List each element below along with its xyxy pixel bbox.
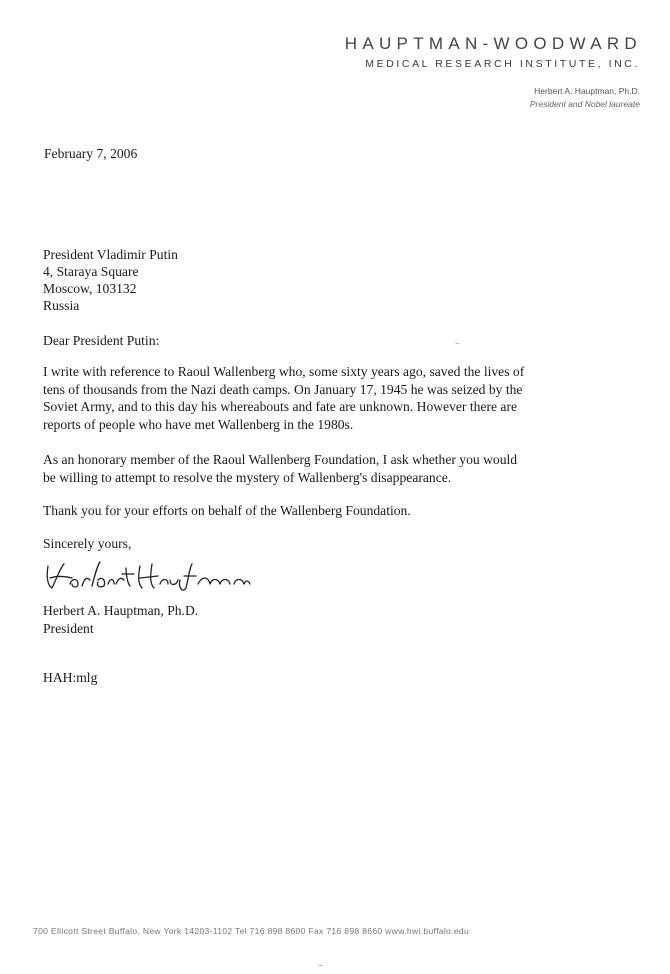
letterhead-president-role: President and Nobel laureate [529, 99, 640, 109]
recipient-address [43, 246, 178, 314]
paragraph-line: be willing to attempt to resolve the mystery of Wallenberg's disappearance. [43, 469, 452, 485]
letterhead-title: HAUPTMAN-WOODWARD [344, 34, 642, 53]
body-paragraph-1 [43, 363, 603, 433]
paragraph-line: reports of people who have met Wallenberg in the 1980s. [43, 416, 354, 432]
letterhead-subtitle: MEDICAL RESEARCH INSTITUTE, INC. [365, 58, 640, 70]
paragraph-line: I write with reference to Raoul Wallenberg who, some sixty years ago, saved the lives of [43, 364, 525, 379]
signer-name: Herbert A. Hauptman, Ph.D. [43, 603, 199, 618]
letter-date: February 7, 2006 [44, 146, 138, 161]
paragraph-line: As an honorary member of the Raoul Wallenberg Foundation, I ask whether you would [43, 452, 518, 467]
address-line: 4, Staraya Square [43, 264, 139, 279]
body-paragraph-2 [43, 451, 603, 486]
signer-block [43, 602, 198, 637]
address-line: Russia [43, 298, 80, 313]
closing: Sincerely yours, [43, 536, 132, 551]
address-line: Moscow, 103132 [43, 281, 137, 296]
handwritten-signature [42, 558, 252, 594]
salutation: Dear President Putin: [43, 333, 160, 348]
address-line: President Vladimir Putin [43, 247, 178, 262]
paragraph-line: tens of thousands from the Nazi death camps. On January 17, 1945 he was seized by the [43, 381, 523, 397]
signer-title: President [43, 620, 94, 636]
letterhead-president-name: Herbert A. Hauptman, Ph.D. [534, 86, 640, 96]
scan-speck [455, 340, 460, 344]
typist-initials: HAH:mlg [43, 670, 98, 685]
letterhead-footer: 700 Ellicott Street Buffalo, New York 14203-1102 Tel 716 898 8600 Fax 716 898 8660 www.hwi.buffalo.edu [33, 926, 470, 936]
body-paragraph-3: Thank you for your efforts on behalf of the Wallenberg Foundation. [43, 503, 411, 518]
paragraph-line: Soviet Army, and to this day his whereabouts and fate are unknown. However there are [43, 399, 518, 414]
scan-speck [318, 962, 323, 966]
